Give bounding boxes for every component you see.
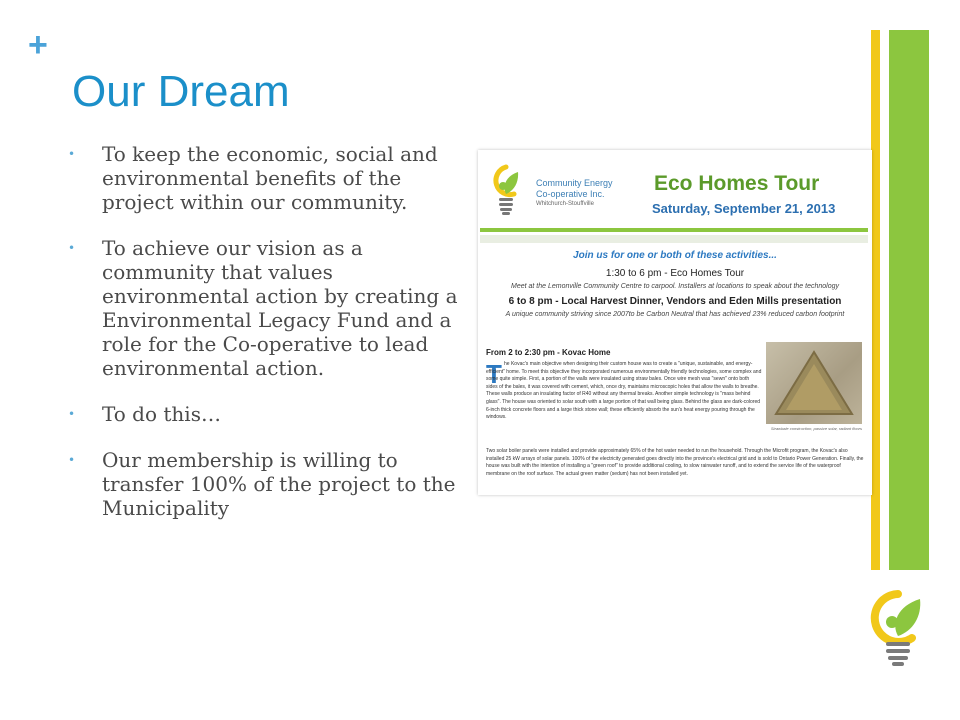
- bullet-text: To keep the economic, social and environmental benefits of the project within our community.: [102, 142, 438, 214]
- flyer-body-text-2: Two solar boiler panels were installed and provide approximately 65% of the hot water needed to run the household. Through the Microfit program, the Kovac's also installed 25 kW arrays of solar panels. 100% of the electricity generated goes directly into the province's electrical grid and is sold to Ontario Power Generation. Finally, the house was built with the intention of installing a "green roof" to provide additional cooling, to slow rainwater runoff, and to extend the service life of the waterproof membrane on the roof surface. The actual green matter (sedum) has not been installed yet.: [486, 448, 864, 477]
- lightbulb-leaf-logo-icon: [488, 164, 524, 216]
- bullet-item: [68, 142, 468, 214]
- flyer-tour-title: Eco Homes Tour: [654, 172, 820, 195]
- flyer-body-text: he Kovac's main objective when designing their custom house was to create a "unique, sustainable, and energy-efficient" home. To meet this objective they incorporated numerous environmentally friendly technologies, some complex and some quite simple. First, a portion of the walls were insulated using straw bales. Once wire mesh was "sewn" onto both sides of the bales, it was covered with cement, which, once dry, maintains microscopic holes that allow the walls to breathe. These walls produce an insulating factor of R40 without any thermal breaks. Another simple technology is "mass behind glass". The house was oriented to solar south with a large portion of that wall being glass. Behind the glass are dark-colored 6-inch thick concrete floors and a large thick stone wall; these efficiently absorb the sun's heat energy pouring through the windows.: [486, 361, 762, 421]
- flyer-rule: [480, 228, 868, 232]
- bullet-item: [68, 402, 468, 426]
- flyer-org-location: Whitchurch-Stouffville: [536, 201, 594, 207]
- bullet-dot: •: [68, 453, 76, 467]
- slide-title: Our Dream: [72, 67, 290, 116]
- flyer-org-name: [536, 178, 613, 200]
- flyer-org-line1: Community Energy: [536, 178, 613, 188]
- lightbulb-leaf-logo-icon: [864, 590, 932, 668]
- flyer-photo-caption: Strawbale construction, passive solar, radiant floors: [770, 426, 862, 431]
- bullet-dot: •: [68, 147, 76, 161]
- flyer-rule: [480, 235, 868, 243]
- flyer-section-heading: From 2 to 2:30 pm - Kovac Home: [486, 348, 611, 357]
- bullet-text: Our membership is willing to transfer 100% of the project to the Municipality: [102, 448, 456, 520]
- flyer-time2: 6 to 8 pm - Local Harvest Dinner, Vendors and Eden Mills presentation: [508, 296, 842, 307]
- bullet-list: [68, 142, 468, 542]
- flyer-tour-date: Saturday, September 21, 2013: [652, 201, 836, 216]
- bullet-dot: •: [68, 241, 76, 255]
- flyer-dropcap: T: [486, 359, 502, 389]
- flyer-time2-note: A unique community striving since 2007to be Carbon Neutral that has achieved 23% reduced carbon footprint: [505, 311, 845, 318]
- bullet-item: [68, 236, 468, 380]
- flyer-photo: [766, 342, 862, 424]
- flyer-join-text: Join us for one or both of these activities...: [573, 250, 777, 261]
- flyer-org-line2: Co-operative Inc.: [536, 189, 605, 199]
- pyramid-photo-icon: [766, 342, 862, 424]
- flyer-time1-note: Meet at the Lemonville Community Centre to carpool. Installers at locations to speak about the technology: [510, 283, 839, 290]
- bullet-text: To do this…: [102, 402, 221, 426]
- flyer-time1: 1:30 to 6 pm - Eco Homes Tour: [605, 268, 745, 279]
- decor-bar-green: [889, 30, 929, 570]
- bullet-item: [68, 448, 468, 520]
- plus-mark: +: [28, 26, 48, 64]
- bullet-text: To achieve our vision as a community that values environmental action by creating a Environmental Legacy Fund and a role for the Co-operative to lead environmental action.: [102, 236, 458, 380]
- decor-bar-yellow: [871, 30, 880, 570]
- flyer-image: [478, 150, 872, 495]
- bullet-dot: •: [68, 407, 76, 421]
